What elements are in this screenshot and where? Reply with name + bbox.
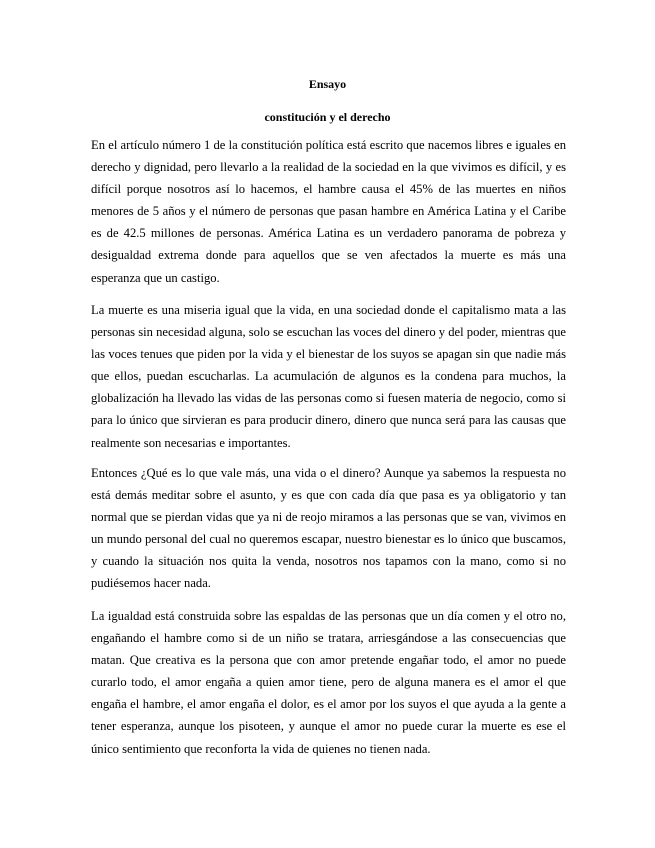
paragraph-1: En el artículo número 1 de la constitución política está escrito que nacemos libres e iguales en derecho y dignidad, pero llevarlo a la realidad de la sociedad en la que vivimos es difícil, y es difícil porque nosotros así lo hacemos, el hambre causa el 45% de las muertes en niños menores de 5 años y el número de personas que pasan hambre en América Latina y el Caribe es de 42.5 millones de personas. América Latina es un verdadero panorama de pobreza y desigualdad extrema donde para aquellos que se ven afectados la muerte es más una esperanza que un castigo. [91, 138, 566, 285]
paragraph-2: La muerte es una miseria igual que la vida, en una sociedad donde el capitalismo mata a las personas sin necesidad alguna, solo se escuchan las voces del dinero y del poder, mientras que las voces tenues que piden por la vida y el bienestar de los suyos se apagan sin que nadie más que ellos, puedan escucharlas. La acumulación de algunos es la condena para muchos, la globalización ha llevado las vidas de las personas como si fuesen materia de negocio, como si para lo único que sirvieran es para producir dinero, dinero que nunca será para las causas que realmente son necesarias e importantes. [91, 303, 566, 450]
document-subtitle: constitución y el derecho [264, 110, 391, 124]
paragraph-3: Entonces ¿Qué es lo que vale más, una vida o el dinero? Aunque ya sabemos la respuesta no está demás meditar sobre el asunto, y es que con cada día que pasa es ya obligatorio y tan normal que se pierdan vidas que ya ni de reojo miramos a las personas que se van, vivimos en un mundo personal del cual no queremos escapar, nuestro bienestar es lo único que buscamos, y cuando la situación nos quita la venda, nosotros nos tapamos con la mano, como si no pudiésemos hacer nada. [91, 466, 566, 591]
document-title: Ensayo [308, 77, 347, 91]
paragraph-4: La igualdad está construida sobre las espaldas de las personas que un día comen y el otro no, engañando el hambre como si de un niño se tratara, arriesgándose a las consecuencias que matan. Que creativa es la persona que con amor pretende engañar todo, el amor no puede curarlo todo, el amor engaña a quien amor tiene, pero de alguna manera es el amor el que engaña el hambre, el amor engaña el dolor, es el amor por los suyos el que ayuda a la gente a tener esperanza, aunque los pisoteen, y aunque el amor no puede curar la muerte es ese el único sentimiento que reconforta la vida de quienes no tienen nada. [91, 609, 566, 756]
